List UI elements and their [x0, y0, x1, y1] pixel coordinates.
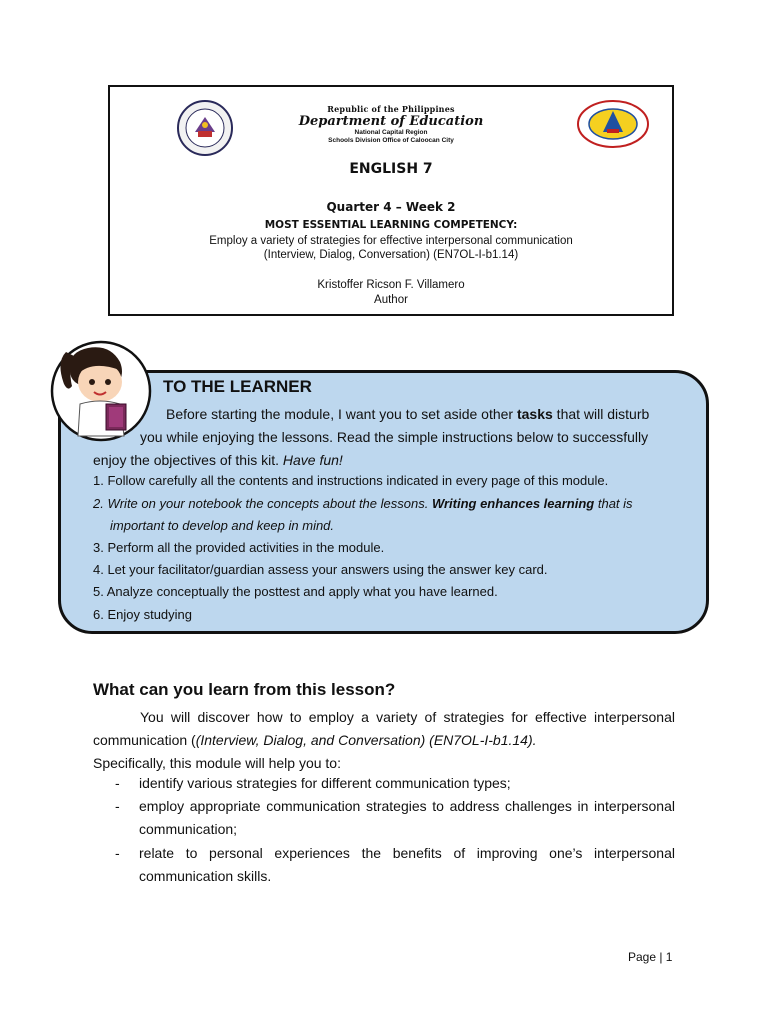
lesson-line-1: You will discover how to employ a variety of strategies for effective interpersonal [140, 709, 675, 725]
instruction-6: 6. Enjoy studying [93, 607, 193, 622]
goal-2-line-1: employ appropriate communication strategies to address challenges in interpersonal [139, 798, 675, 814]
module-header-box [108, 85, 674, 316]
bullet-dash: - [115, 775, 120, 791]
republic-text: Republic of the Philippines [327, 104, 455, 114]
lesson-text: communication ( [93, 732, 196, 748]
melc-description [110, 234, 672, 262]
intro-line-1 [166, 403, 649, 426]
intro-bold-tasks: tasks [516, 406, 553, 422]
instruction-2-continued: important to develop and keep in mind. [110, 518, 335, 533]
goal-2-line-2: communication; [139, 821, 238, 837]
melc-line-2: (Interview, Dialog, Conversation) (EN7OL-I-b1.14) [263, 249, 519, 261]
author-name: Kristoffer Ricson F. Villamero [317, 279, 465, 291]
quarter-week: Quarter 4 – Week 2 [326, 200, 456, 214]
instruction-1: 1. Follow carefully all the contents and instructions indicated in every page of this module. [93, 473, 609, 488]
lesson-line-3: Specifically, this module will help you to: [93, 755, 341, 771]
instruction-bold: Writing enhances learning [431, 496, 595, 511]
region-text: National Capital Region [354, 129, 428, 136]
melc-line-1: Employ a variety of strategies for effective interpersonal communication [209, 235, 573, 247]
intro-text: that will disturb [552, 406, 650, 422]
author-role: Author [374, 294, 408, 306]
instruction-4: 4. Let your facilitator/guardian assess your answers using the answer key card. [93, 562, 548, 577]
lesson-line-2 [93, 729, 537, 752]
instruction-text: 2. Write on your notebook the concepts about the lessons. [93, 496, 432, 511]
instruction-text: that is [594, 496, 633, 511]
intro-text: enjoy the objectives of this kit. [93, 452, 283, 468]
division-office-text: Schools Division Office of Caloocan City [328, 136, 454, 144]
lesson-heading: What can you learn from this lesson? [93, 680, 396, 699]
subject-title: ENGLISH 7 [349, 161, 433, 177]
lesson-competency-code: (Interview, Dialog, and Conversation) (EN7OL-I-b1.14). [195, 732, 537, 748]
goal-1: identify various strategies for different communication types; [139, 775, 511, 791]
instruction-3: 3. Perform all the provided activities in the module. [93, 540, 385, 555]
intro-line-2: you while enjoying the lessons. Read the simple instructions below to successfully [140, 429, 649, 445]
instruction-5: 5. Analyze conceptually the posttest and apply what you have learned. [93, 584, 498, 599]
goal-3-line-1: relate to personal experiences the benefits of improving one’s interpersonal [139, 845, 675, 861]
intro-have-fun: Have fun! [282, 452, 343, 468]
bullet-dash: - [115, 845, 120, 861]
page-number: Page | 1 [628, 950, 673, 964]
instruction-2 [93, 496, 633, 511]
intro-text: Before starting the module, I want you to set aside other [166, 406, 517, 422]
melc-label: MOST ESSENTIAL LEARNING COMPETENCY: [264, 219, 518, 231]
department-name: Department of Education [298, 114, 484, 129]
to-the-learner-title: TO THE LEARNER [163, 377, 312, 396]
intro-line-3 [93, 449, 343, 472]
girl-with-book-icon [48, 340, 154, 442]
sdo-caloocan-seal-logo [576, 99, 650, 149]
bullet-dash: - [115, 798, 120, 814]
goal-3-line-2: communication skills. [139, 868, 272, 884]
